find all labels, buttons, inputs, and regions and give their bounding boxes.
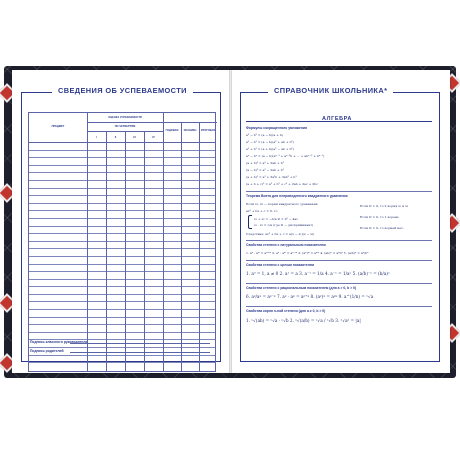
pow-int-formulas: 1. a⁰ = 1, a ≠ 0 2. a¹ = a 3. a⁻¹ = 1/a 4. a⁻ⁿ = 1/aⁿ 5. (a/b)⁻ⁿ = (b/a)ⁿ (246, 271, 390, 276)
section-divider (246, 306, 432, 307)
col-quarter-3: III (133, 136, 136, 139)
vieta-line: Если x₁, x₂ — корни квадратного уравнения (246, 202, 318, 206)
grades-table-row (29, 234, 215, 242)
section-divider (246, 191, 432, 192)
vieta-line: Следствие: ax² + bx + c = a(x − x₁)(x − x₂) (246, 232, 315, 236)
grades-table-header (28, 112, 216, 142)
formula-line: (a + b + c)² = a² + b² + c² + 2ab + 2ac + 2bc (246, 182, 318, 186)
grades-table-row (29, 211, 215, 219)
grades-page (12, 70, 230, 373)
short-mult-title: Формулы сокращенного умножения (246, 126, 307, 130)
grades-table-row (29, 318, 215, 326)
col-exam: ЭКЗАМЕН (183, 129, 197, 132)
root-formulas: 1. ⁿ√(ab) = ⁿ√a · ⁿ√b 2. ⁿ√(a/b) = ⁿ√a / ⁿ√b 3. ⁿ√a² = |a| (246, 318, 361, 323)
parents-signature-line (70, 352, 210, 353)
grades-table-row (29, 181, 215, 189)
reference-title: СПРАВОЧНИК ШКОЛЬНИКА* (268, 84, 393, 98)
grades-table-row (29, 189, 215, 197)
grades-table-row (29, 310, 215, 318)
formula-line: (a + b)³ = a³ + 3a²b + 3ab² + b³ (246, 175, 297, 179)
pow-rat-formulas: 6. aᵖ/aᵠ = aᵖ⁻ᵠ 7. aᵖ · aᵠ = aᵖ⁺ᵠ 8. (aᵖ)ᵠ = aᵖᵠ 9. a^(1/n) = ⁿ√a (246, 294, 374, 299)
parents-signature-label: Подпись родителей (30, 349, 64, 353)
grades-table-row (29, 280, 215, 288)
section-divider (246, 240, 432, 241)
formula-line: a³ − b³ = (a − b)(a² + ab + b²) (246, 140, 294, 144)
vieta-line: x₁ · x₂ = c/a (где D — дискриминант) (254, 223, 314, 227)
formula-line: a² − b² = (a − b)(a + b) (246, 133, 284, 137)
vieta-note: Если D < 0, то корней нет. (360, 226, 404, 230)
grades-table-row (29, 363, 215, 371)
grades-table-row (29, 249, 215, 257)
grades-table-row (29, 295, 215, 303)
vieta-line: x₁ + x₂ = −b/a D = b² − 4ac (254, 217, 298, 221)
section-divider (246, 260, 432, 261)
grades-table-row (29, 356, 215, 364)
formula-line: aⁿ − bⁿ = (a − b)(aⁿ⁻¹ + aⁿ⁻²b + ... + abⁿ⁻² + bⁿ⁻¹) (246, 154, 325, 158)
grades-table-row (29, 265, 215, 273)
pow-rat-title: Свойства степени с рациональным показателем (для a > 0, b > 0) (246, 286, 357, 290)
reference-page (232, 70, 450, 373)
vieta-line: ax² + bx + c = 0, то (246, 209, 278, 213)
col-subject: ПРЕДМЕТ (51, 125, 65, 128)
grades-table-row (29, 204, 215, 212)
col-quarter-2: II (114, 136, 117, 139)
algebra-heading-rule (246, 121, 432, 122)
grades-title: СВЕДЕНИЯ ОБ УСПЕВАЕМОСТИ (52, 84, 193, 98)
system-brace (248, 215, 252, 229)
teacher-signature-label: Подпись классного руководителя (30, 340, 88, 344)
grades-table-row (29, 302, 215, 310)
grades-table-row (29, 257, 215, 265)
formula-line: a³ + b³ = (a + b)(a² − ab + b²) (246, 147, 294, 151)
grades-table-row (29, 219, 215, 227)
grades-table-row (29, 166, 215, 174)
root-title: Свойства корня n-ной степени (для a ≥ 0, b > 0) (246, 309, 326, 313)
grades-table-row (29, 227, 215, 235)
vieta-note: Если D > 0, то 2 корня x₁ и x₂ (360, 204, 409, 208)
grades-table-row (29, 158, 215, 166)
col-quarter-1: I (96, 136, 97, 139)
pow-int-title: Свойства степени с целым показателем (246, 263, 315, 267)
grades-table-body (28, 142, 216, 372)
formula-line: (a − b)² = a² − 2ab + b² (246, 168, 284, 172)
vieta-title: Теорема Виета для неприведенного квадратного уравнения (246, 194, 348, 198)
col-year: ГОДОВАЯ (165, 129, 179, 132)
grades-table-row (29, 242, 215, 250)
section-divider (246, 283, 432, 284)
grades-table-row (29, 173, 215, 181)
teacher-signature-line (70, 343, 210, 344)
grades-table-row (29, 287, 215, 295)
col-quarters-group: ПО ЧЕТВЕРТЯМ (114, 125, 136, 128)
grades-table-row (29, 151, 215, 159)
pow-nat-formulas: 1. aⁿ · aᵐ = aⁿ⁺ᵐ 2. aⁿ : aᵐ = aⁿ⁻ᵐ 3. (aⁿ)ᵐ = aⁿᵐ 4. (ab)ⁿ = aⁿbⁿ 5. (a/b)ⁿ = aⁿ/bⁿ (246, 251, 369, 255)
col-quarter-4: IV (152, 136, 155, 139)
grades-table-row (29, 325, 215, 333)
grades-table-row (29, 272, 215, 280)
grades-table (28, 112, 216, 372)
grades-table-row (29, 143, 215, 151)
algebra-heading: АЛГЕБРА (322, 116, 352, 122)
vieta-note: Если D = 0, то 1 корень (360, 215, 399, 219)
col-grades-group: ОЦЕНКА УСПЕВАЕМОСТИ (108, 116, 142, 119)
grades-table-row (29, 196, 215, 204)
formula-line: (a + b)² = a² + 2ab + b² (246, 161, 284, 165)
col-final: ИТОГОВАЯ (200, 129, 216, 132)
pow-nat-title: Свойства степени с натуральным показателем (246, 243, 326, 247)
